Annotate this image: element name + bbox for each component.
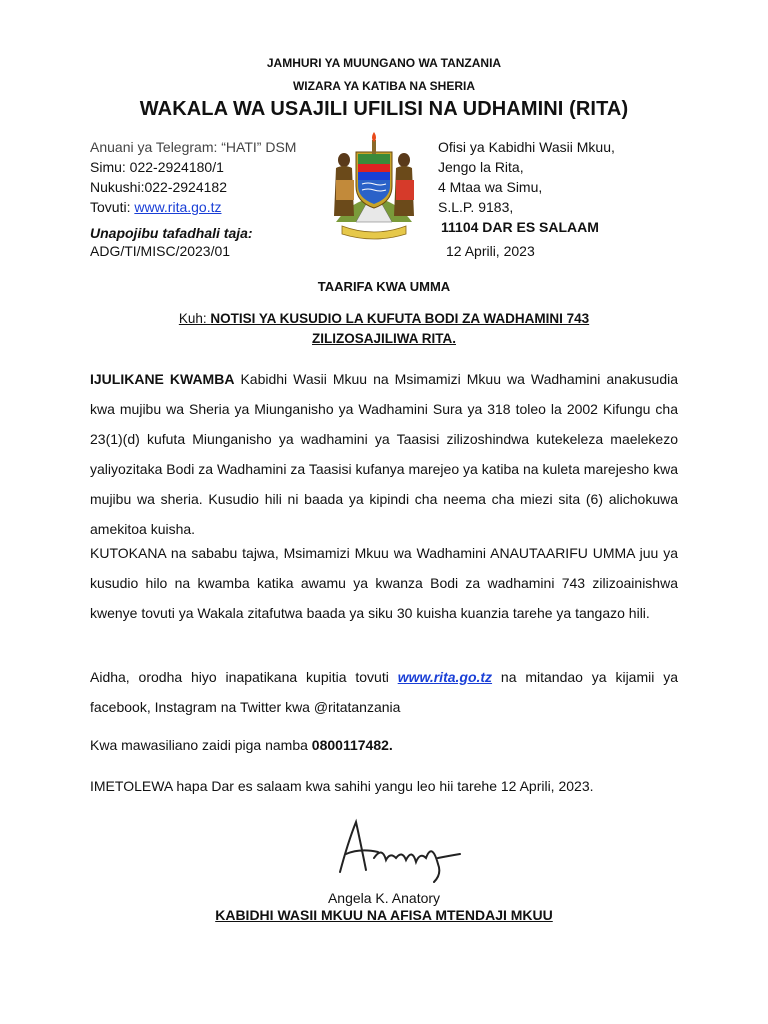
contact-phone: 0800117482. [311, 737, 393, 753]
p3-text-before: Aidha, orodha hiyo inapatikana kupitia tovuti [90, 669, 398, 685]
address-block [438, 137, 615, 237]
contact-block [90, 137, 296, 217]
address-street: 4 Mtaa wa Simu, [438, 179, 543, 195]
subject-line-1: NOTISI YA KUSUDIO LA KUFUTA BODI ZA WADHAMINI 743 [210, 311, 590, 326]
telegram-address: Anuani ya Telegram: “HATI” DSM [90, 139, 297, 155]
address-office: Ofisi ya Kabidhi Wasii Mkuu, [438, 139, 615, 155]
signer-title-text: KABIDHI WASII MKUU NA AFISA MTENDAJI MKUU [215, 907, 553, 923]
header-country: JAMHURI YA MUUNGANO WA TANZANIA [266, 56, 502, 70]
contact-line [90, 737, 393, 753]
signature [330, 812, 480, 886]
address-city: 11104 DAR ES SALAAM [441, 219, 599, 235]
paragraph-announcement: KUTOKANA na sababu tajwa, Msimamizi Mkuu wa Wadhamini ANAUTAARIFU UMMA juu ya kusudio hilo na kwamba katika awamu ya kwanza Bodi za wadhamini 743 zilizoainishwa kwenye tovuti ya Wakala zitafutwa baada ya siku 30 kuisha kuanzia tarehe ya tangazo hili. [90, 545, 678, 621]
website-label: Tovuti: [90, 199, 135, 215]
website-link[interactable]: www.rita.go.tz [134, 199, 222, 215]
header-agency: WAKALA WA USAJILI UFILISI NA UDHAMINI (RITA) [139, 98, 629, 120]
subject-prefix: Kuh: [178, 311, 211, 326]
paragraph-intent-text: Kabidhi Wasii Mkuu na Msimamizi Mkuu wa Wadhamini anakusudia kwa mujibu wa Sheria ya Miunganisho ya Wadhamini Sura ya 318 toleo la 2002 Kifungu cha 23(1)(d) kufuta Miunganisho ya wadhamini ya Taasisi zilizoshindwa kutekeleza maelekezo yaliyozitaka Bodi za Wadhamini za Taasisi kufanya marejeo ya katiba na kuleta marejesho kwa mujibu wa sheria. Kusudio hili ni baada ya kipindi cha neema cha miezi sita (6) alichokuwa amekitoa kuisha. [90, 371, 678, 537]
coat-of-arms-emblem [322, 130, 426, 242]
signer-name: Angela K. Anatory [327, 890, 441, 906]
phone-number: Simu: 022-2924180/1 [90, 159, 224, 175]
p3-text-after: na mitandao ya kijamii ya facebook, Instagram na Twitter kwa @ritatanzania [90, 669, 678, 715]
address-building: Jengo la Rita, [438, 159, 524, 175]
rita-website-link[interactable]: www.rita.go.tz [397, 669, 493, 685]
contact-text: Kwa mawasiliano zaidi piga namba [90, 737, 312, 753]
paragraph-list-availability [90, 662, 678, 722]
notice-title: TAARIFA KWA UMMA [317, 279, 451, 294]
reference-number: ADG/TI/MISC/2023/01 [90, 243, 231, 259]
address-po-box: S.L.P. 9183, [438, 199, 514, 215]
subject-line-2: ZILIZOSAJILIWA RITA. [312, 331, 456, 346]
notice-subject [0, 309, 768, 349]
signer-title [0, 907, 768, 923]
reference-label: Unapojibu tafadhali taja: [90, 225, 253, 241]
paragraph-intent [90, 364, 678, 544]
issued-line: IMETOLEWA hapa Dar es salaam kwa sahihi yangu leo hii tarehe 12 Aprili, 2023. [90, 778, 594, 794]
paragraph-lead: IJULIKANE KWAMBA [90, 371, 235, 387]
fax-number: Nukushi:022-2924182 [90, 179, 227, 195]
header-ministry: WIZARA YA KATIBA NA SHERIA [292, 79, 475, 93]
document-date: 12 Aprili, 2023 [446, 243, 535, 259]
website-line [90, 197, 296, 217]
